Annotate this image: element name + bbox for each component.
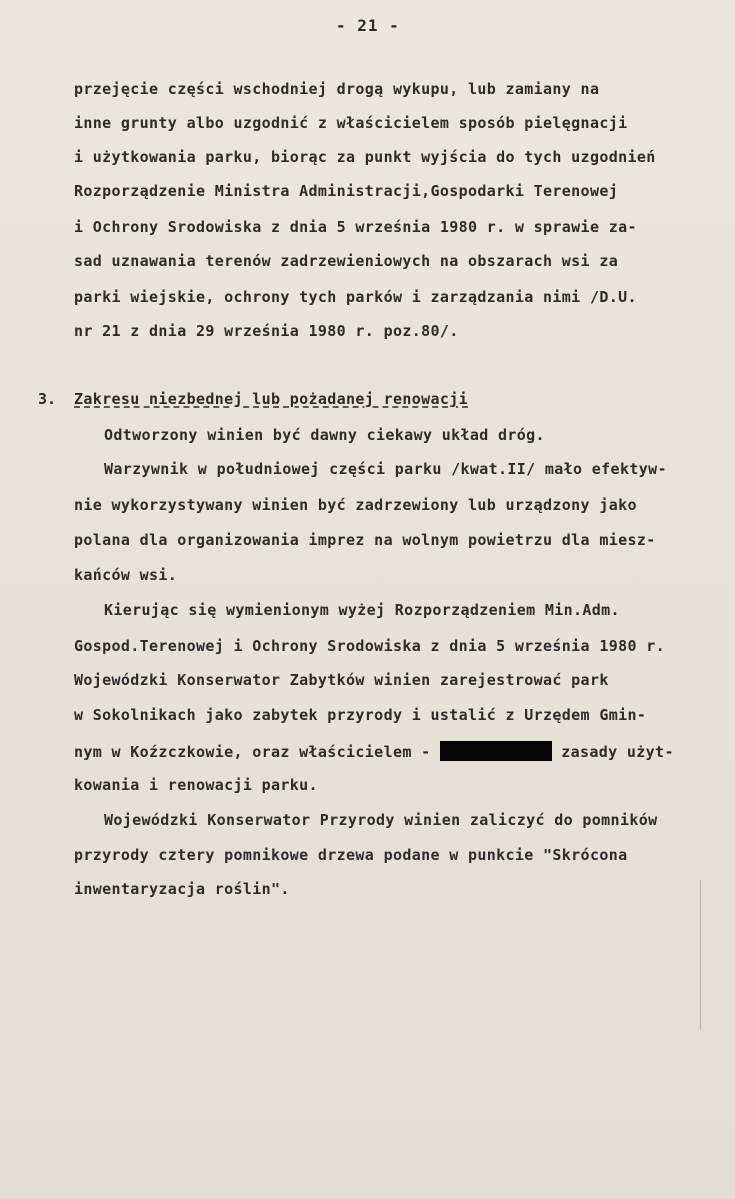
text-line: inwentaryzacja roślin". [74,880,290,898]
text-line: Warzywnik w południowej części parku /kwat.II/ mało efektyw- [104,460,667,478]
page-number: - 21 - [336,16,400,35]
text-line: Rozporządzenie Ministra Administracji,Gospodarki Terenowej [74,182,619,200]
paper-fold-mark [700,880,701,1030]
text-line: parki wiejskie, ochrony tych parków i zarządzania nimi /D.U. [74,288,637,306]
text-line-with-redaction [74,741,674,761]
text-line: Kierując się wymienionym wyżej Rozporządzeniem Min.Adm. [104,601,620,619]
text-line: Gospod.Terenowej i Ochrony Srodowiska z dnia 5 września 1980 r. [74,637,665,655]
text-fragment: zasady użyt- [561,743,674,761]
text-line: kowania i renowacji parku. [74,776,318,794]
text-line: sad uznawania terenów zadrzewieniowych na obszarach wsi za [74,252,619,270]
text-line: polana dla organizowania imprez na wolnym powietrzu dla miesz- [74,531,656,549]
text-line: i Ochrony Srodowiska z dnia 5 września 1980 r. w sprawie za- [74,218,637,236]
section-number: 3. [38,390,57,408]
text-line: w Sokolnikach jako zabytek przyrody i ustalić z Urzędem Gmin- [74,706,647,724]
section-heading: Zakresu niezbednej lub pożadanej renowacji [74,390,468,408]
text-line: Wojewódzki Konserwator Przyrody winien zaliczyć do pomników [104,811,658,829]
text-line: nr 21 z dnia 29 września 1980 r. poz.80/. [74,322,459,340]
text-line: przejęcie części wschodniej drogą wykupu, lub zamiany na [74,80,600,98]
text-line: Odtworzony winien być dawny ciekawy układ dróg. [104,426,545,444]
text-line: nie wykorzystywany winien być zadrzewiony lub urządzony jako [74,496,637,514]
text-line: Wojewódzki Konserwator Zabytków winien zarejestrować park [74,671,609,689]
text-line: i użytkowania parku, biorąc za punkt wyjścia do tych uzgodnień [74,148,656,166]
text-fragment: nym w Koźzczkowie, oraz właścicielem - [74,743,431,761]
text-line: przyrody cztery pomnikowe drzewa podane w punkcie "Skrócona [74,846,628,864]
text-line: inne grunty albo uzgodnić z właścicielem sposób pielęgnacji [74,114,628,132]
redaction-box [440,741,552,761]
text-line: kańców wsi. [74,566,178,584]
